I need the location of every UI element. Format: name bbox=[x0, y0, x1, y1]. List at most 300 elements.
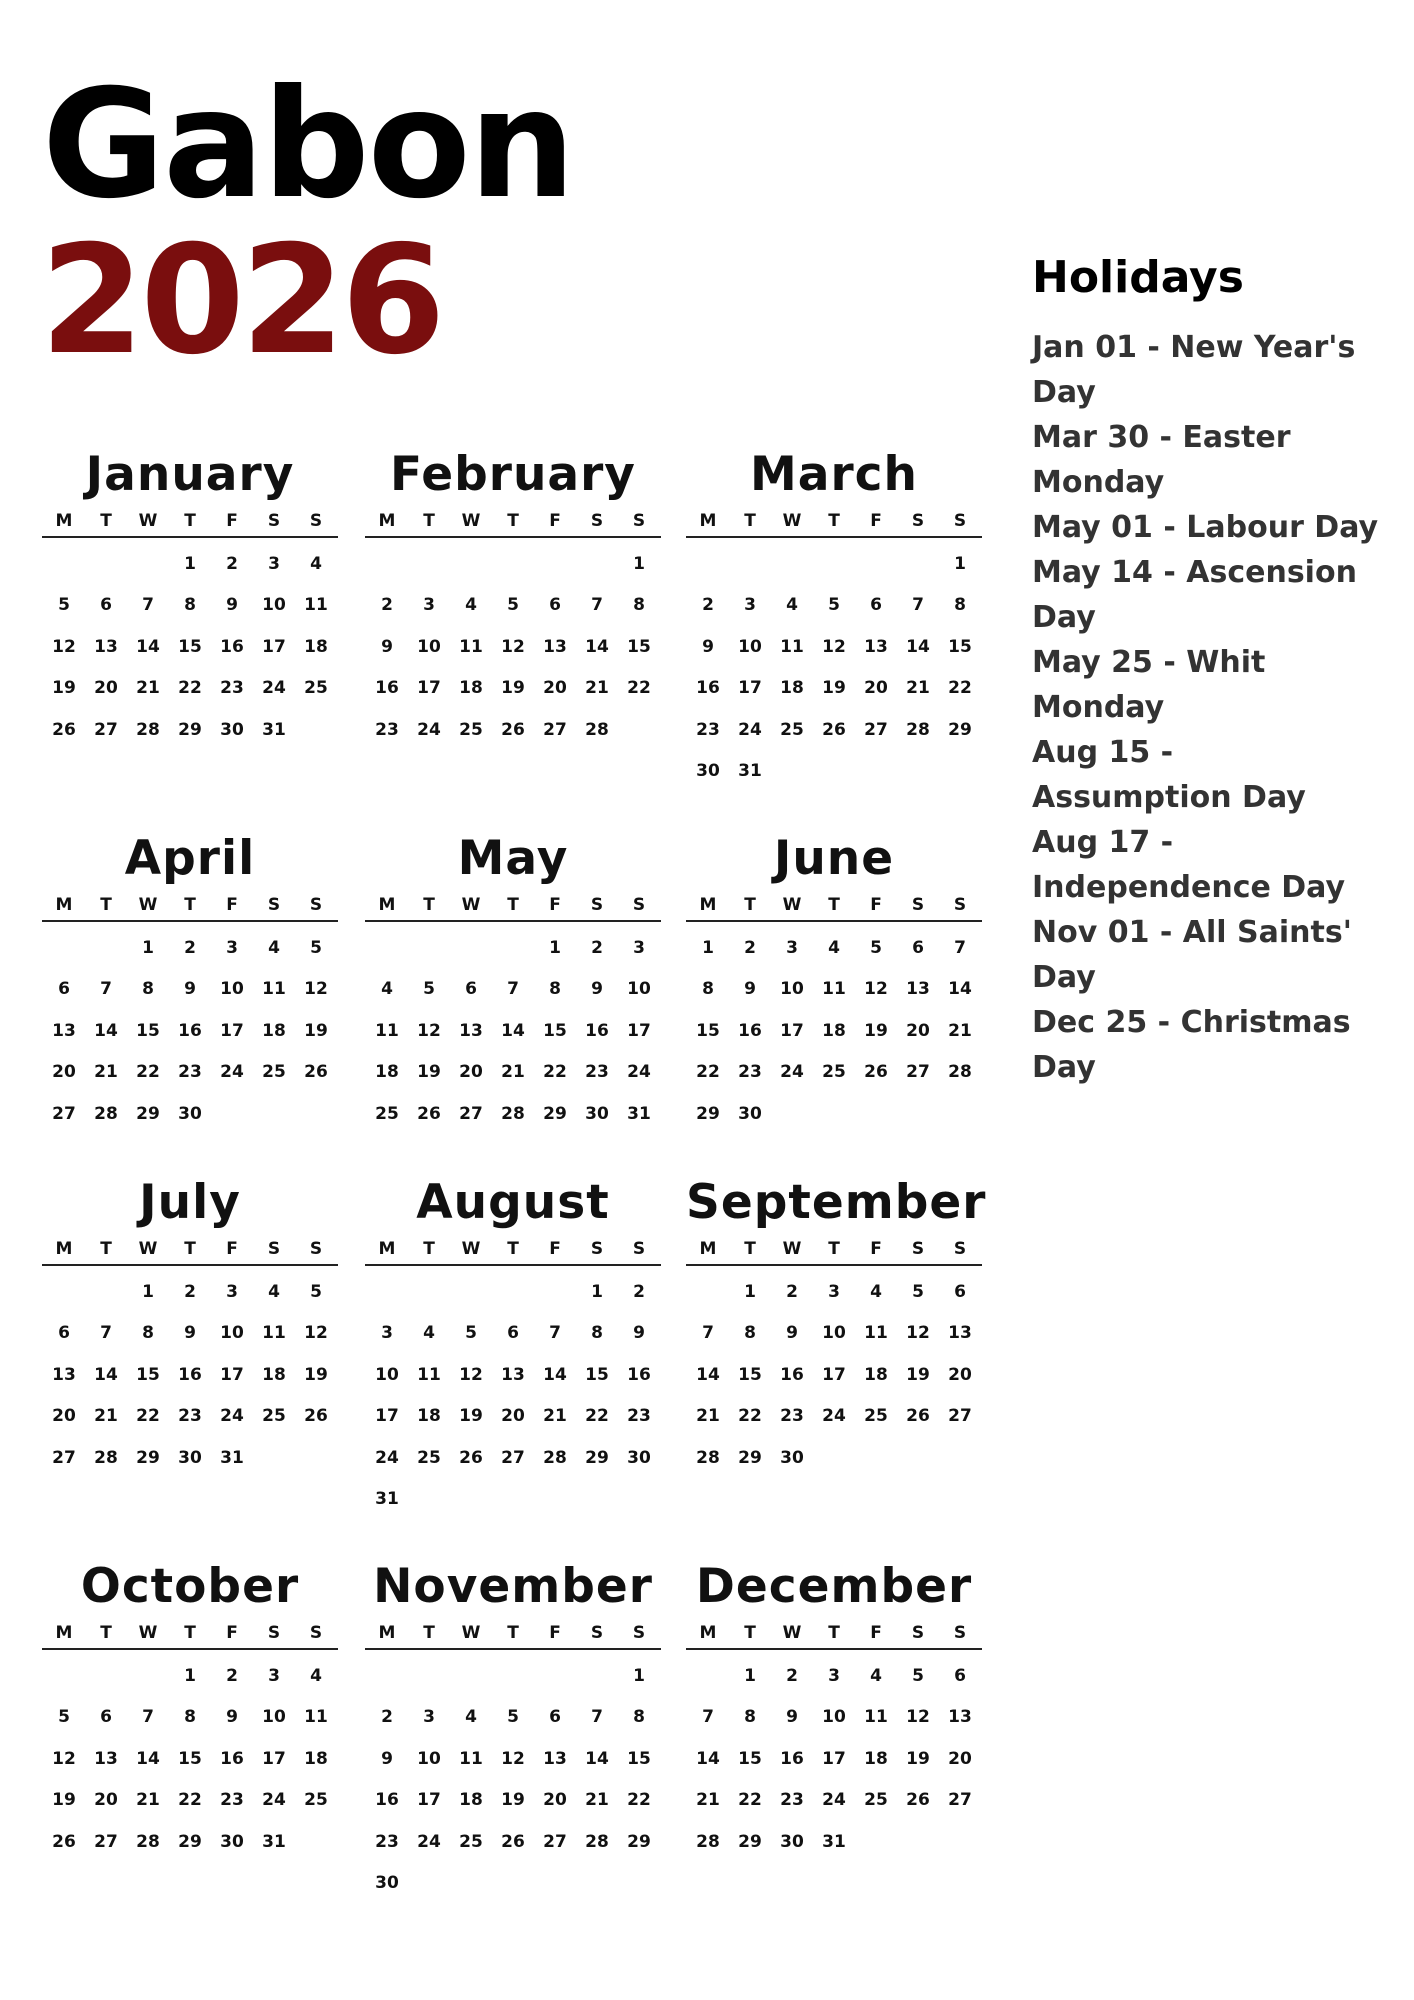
day-cell: 1 bbox=[744, 1666, 756, 1686]
day-cell: 22 bbox=[136, 1062, 160, 1083]
day-grid bbox=[42, 1650, 338, 1863]
weekday-label: M bbox=[378, 511, 396, 531]
day-cell: 28 bbox=[136, 1831, 160, 1852]
day-cell: 22 bbox=[136, 1406, 160, 1427]
weekday-header bbox=[686, 1238, 982, 1266]
day-cell: 10 bbox=[417, 1748, 441, 1769]
day-cell: 18 bbox=[375, 1062, 399, 1083]
day-cell: 2 bbox=[381, 595, 393, 616]
empty-cell bbox=[855, 544, 897, 585]
day-cell: 29 bbox=[543, 1103, 567, 1124]
day-cell: 23 bbox=[375, 719, 399, 740]
day-cell: 2 bbox=[381, 1707, 393, 1728]
day-cell: 13 bbox=[906, 979, 930, 1000]
empty-cell bbox=[366, 1272, 408, 1313]
month-january bbox=[42, 440, 338, 751]
day-cell: 16 bbox=[627, 1364, 651, 1385]
day-cell: 18 bbox=[822, 1020, 846, 1041]
weekday-label: M bbox=[55, 895, 73, 915]
day-cell: 31 bbox=[220, 1447, 244, 1468]
day-cell: 9 bbox=[744, 979, 756, 1000]
day-cell: 3 bbox=[828, 1666, 840, 1686]
holiday-item: Jan 01 - New Year's Day bbox=[1032, 330, 1356, 410]
day-cell: 16 bbox=[178, 1020, 202, 1041]
weekday-label: S bbox=[267, 1239, 281, 1259]
day-cell: 26 bbox=[459, 1447, 483, 1468]
day-grid bbox=[365, 922, 661, 1135]
day-cell: 28 bbox=[501, 1103, 525, 1124]
empty-cell bbox=[408, 928, 450, 969]
day-cell: 25 bbox=[262, 1062, 286, 1083]
weekday-label: F bbox=[549, 1239, 561, 1259]
day-cell: 22 bbox=[543, 1062, 567, 1083]
day-cell: 30 bbox=[738, 1103, 762, 1124]
day-cell: 10 bbox=[417, 636, 441, 657]
day-cell: 25 bbox=[262, 1406, 286, 1427]
empty-cell bbox=[897, 544, 939, 585]
day-cell: 30 bbox=[696, 760, 720, 781]
day-cell: 2 bbox=[591, 938, 603, 958]
day-cell: 16 bbox=[696, 678, 720, 699]
empty-cell bbox=[43, 1656, 85, 1697]
day-cell: 11 bbox=[780, 636, 804, 657]
day-cell: 24 bbox=[822, 1790, 846, 1811]
day-cell: 18 bbox=[262, 1020, 286, 1041]
day-cell: 13 bbox=[543, 1748, 567, 1769]
weekday-label: M bbox=[699, 1623, 717, 1643]
day-cell: 28 bbox=[948, 1062, 972, 1083]
weekday-label: M bbox=[699, 511, 717, 531]
weekday-label: T bbox=[744, 1239, 756, 1259]
day-cell: 2 bbox=[184, 938, 196, 958]
month-name: February bbox=[390, 447, 636, 502]
day-cell: 26 bbox=[304, 1062, 328, 1083]
day-cell: 5 bbox=[310, 938, 322, 958]
day-grid bbox=[365, 1266, 661, 1520]
day-cell: 11 bbox=[262, 979, 286, 1000]
weekday-label: W bbox=[782, 511, 802, 531]
day-cell: 6 bbox=[912, 938, 924, 958]
day-cell: 1 bbox=[633, 1666, 645, 1686]
day-cell: 13 bbox=[94, 1748, 118, 1769]
weekday-label: W bbox=[461, 895, 481, 915]
day-cell: 27 bbox=[52, 1103, 76, 1124]
day-cell: 2 bbox=[226, 1666, 238, 1686]
day-cell: 13 bbox=[52, 1020, 76, 1041]
day-cell: 27 bbox=[94, 1831, 118, 1852]
day-cell: 11 bbox=[864, 1707, 888, 1728]
day-cell: 16 bbox=[780, 1748, 804, 1769]
empty-cell bbox=[85, 544, 127, 585]
day-cell: 18 bbox=[304, 636, 328, 657]
country-title: Gabon bbox=[42, 58, 574, 232]
day-cell: 6 bbox=[870, 595, 882, 616]
day-cell: 19 bbox=[304, 1020, 328, 1041]
day-cell: 16 bbox=[220, 636, 244, 657]
day-cell: 29 bbox=[627, 1831, 651, 1852]
day-cell: 6 bbox=[954, 1282, 966, 1302]
weekday-label: F bbox=[870, 895, 882, 915]
day-cell: 24 bbox=[822, 1406, 846, 1427]
day-cell: 29 bbox=[738, 1831, 762, 1852]
holiday-item: Nov 01 - All Saints' Day bbox=[1032, 915, 1352, 995]
day-cell: 10 bbox=[627, 979, 651, 1000]
day-cell: 9 bbox=[786, 1323, 798, 1344]
month-february bbox=[365, 440, 661, 751]
day-cell: 22 bbox=[738, 1406, 762, 1427]
day-cell: 22 bbox=[738, 1790, 762, 1811]
day-cell: 12 bbox=[52, 636, 76, 657]
day-cell: 26 bbox=[822, 719, 846, 740]
day-cell: 26 bbox=[906, 1406, 930, 1427]
day-cell: 4 bbox=[268, 938, 280, 958]
day-cell: 9 bbox=[591, 979, 603, 1000]
day-cell: 6 bbox=[549, 1707, 561, 1728]
day-cell: 18 bbox=[417, 1406, 441, 1427]
day-cell: 20 bbox=[94, 678, 118, 699]
day-cell: 27 bbox=[52, 1447, 76, 1468]
weekday-label: F bbox=[226, 1239, 238, 1259]
day-cell: 23 bbox=[738, 1062, 762, 1083]
day-cell: 4 bbox=[310, 554, 322, 574]
weekday-label: T bbox=[828, 1239, 840, 1259]
day-cell: 19 bbox=[459, 1406, 483, 1427]
day-cell: 1 bbox=[744, 1282, 756, 1302]
day-cell: 4 bbox=[381, 979, 393, 1000]
month-may bbox=[365, 824, 661, 1135]
weekday-label: T bbox=[828, 895, 840, 915]
day-cell: 28 bbox=[585, 719, 609, 740]
day-cell: 17 bbox=[822, 1748, 846, 1769]
month-name: January bbox=[85, 447, 295, 502]
day-cell: 19 bbox=[304, 1364, 328, 1385]
month-name: March bbox=[750, 447, 918, 502]
day-cell: 26 bbox=[501, 719, 525, 740]
day-cell: 12 bbox=[52, 1748, 76, 1769]
day-cell: 23 bbox=[627, 1406, 651, 1427]
day-grid bbox=[686, 538, 982, 792]
empty-cell bbox=[127, 544, 169, 585]
weekday-label: T bbox=[423, 895, 435, 915]
day-cell: 2 bbox=[633, 1282, 645, 1302]
empty-cell bbox=[534, 544, 576, 585]
day-cell: 6 bbox=[549, 595, 561, 616]
day-cell: 11 bbox=[304, 1707, 328, 1728]
weekday-label: S bbox=[309, 511, 323, 531]
empty-cell bbox=[771, 544, 813, 585]
day-cell: 21 bbox=[501, 1062, 525, 1083]
day-cell: 8 bbox=[702, 979, 714, 1000]
day-cell: 10 bbox=[780, 979, 804, 1000]
weekday-label: F bbox=[549, 1623, 561, 1643]
weekday-label: S bbox=[911, 895, 925, 915]
empty-cell bbox=[687, 1656, 729, 1697]
day-cell: 5 bbox=[310, 1282, 322, 1302]
day-cell: 12 bbox=[906, 1707, 930, 1728]
weekday-label: S bbox=[911, 1239, 925, 1259]
day-cell: 12 bbox=[304, 979, 328, 1000]
weekday-label: F bbox=[226, 511, 238, 531]
day-cell: 17 bbox=[417, 1790, 441, 1811]
day-cell: 14 bbox=[136, 636, 160, 657]
day-cell: 9 bbox=[381, 1748, 393, 1769]
day-cell: 8 bbox=[744, 1707, 756, 1728]
weekday-label: M bbox=[55, 511, 73, 531]
day-cell: 5 bbox=[507, 595, 519, 616]
day-cell: 23 bbox=[780, 1406, 804, 1427]
month-october bbox=[42, 1552, 338, 1863]
weekday-label: T bbox=[507, 1623, 519, 1643]
weekday-label: W bbox=[461, 511, 481, 531]
day-cell: 13 bbox=[501, 1364, 525, 1385]
weekday-label: S bbox=[267, 511, 281, 531]
weekday-label: T bbox=[828, 1623, 840, 1643]
day-cell: 1 bbox=[591, 1282, 603, 1302]
day-cell: 1 bbox=[702, 938, 714, 958]
day-cell: 13 bbox=[948, 1707, 972, 1728]
weekday-label: S bbox=[953, 511, 967, 531]
weekday-label: F bbox=[226, 895, 238, 915]
day-cell: 27 bbox=[948, 1406, 972, 1427]
day-cell: 22 bbox=[627, 678, 651, 699]
day-cell: 27 bbox=[864, 719, 888, 740]
day-grid bbox=[42, 538, 338, 751]
day-cell: 31 bbox=[262, 1831, 286, 1852]
day-cell: 5 bbox=[58, 1707, 70, 1728]
day-cell: 20 bbox=[906, 1020, 930, 1041]
empty-cell bbox=[534, 1272, 576, 1313]
day-cell: 4 bbox=[310, 1666, 322, 1686]
weekday-label: F bbox=[870, 511, 882, 531]
day-cell: 9 bbox=[184, 979, 196, 1000]
weekday-label: T bbox=[423, 1623, 435, 1643]
day-cell: 28 bbox=[136, 719, 160, 740]
empty-cell bbox=[450, 544, 492, 585]
weekday-label: S bbox=[590, 1623, 604, 1643]
empty-cell bbox=[450, 1272, 492, 1313]
day-cell: 3 bbox=[226, 938, 238, 958]
day-cell: 12 bbox=[501, 636, 525, 657]
day-cell: 12 bbox=[417, 1020, 441, 1041]
day-cell: 24 bbox=[220, 1062, 244, 1083]
day-cell: 1 bbox=[549, 938, 561, 958]
weekday-header bbox=[686, 1622, 982, 1650]
day-cell: 6 bbox=[100, 595, 112, 616]
day-grid bbox=[686, 1650, 982, 1863]
day-cell: 11 bbox=[864, 1323, 888, 1344]
day-grid bbox=[686, 922, 982, 1135]
day-cell: 12 bbox=[864, 979, 888, 1000]
day-cell: 27 bbox=[543, 1831, 567, 1852]
day-cell: 6 bbox=[100, 1707, 112, 1728]
day-cell: 31 bbox=[627, 1103, 651, 1124]
holidays-title: Holidays bbox=[1032, 252, 1244, 303]
weekday-label: F bbox=[870, 1623, 882, 1643]
day-cell: 15 bbox=[738, 1748, 762, 1769]
day-cell: 21 bbox=[948, 1020, 972, 1041]
weekday-label: T bbox=[184, 511, 196, 531]
weekday-label: S bbox=[267, 895, 281, 915]
weekday-label: S bbox=[309, 1623, 323, 1643]
day-cell: 3 bbox=[744, 595, 756, 616]
empty-cell bbox=[408, 1272, 450, 1313]
day-cell: 20 bbox=[948, 1748, 972, 1769]
day-cell: 2 bbox=[702, 595, 714, 616]
day-cell: 29 bbox=[178, 1831, 202, 1852]
day-cell: 3 bbox=[828, 1282, 840, 1302]
day-cell: 16 bbox=[738, 1020, 762, 1041]
weekday-label: T bbox=[744, 511, 756, 531]
empty-cell bbox=[127, 1656, 169, 1697]
weekday-label: S bbox=[632, 895, 646, 915]
day-cell: 2 bbox=[226, 554, 238, 574]
day-grid bbox=[42, 1266, 338, 1479]
weekday-header bbox=[365, 1622, 661, 1650]
day-cell: 4 bbox=[870, 1666, 882, 1686]
day-cell: 2 bbox=[744, 938, 756, 958]
day-cell: 24 bbox=[220, 1406, 244, 1427]
day-cell: 27 bbox=[94, 719, 118, 740]
weekday-header bbox=[42, 1238, 338, 1266]
day-cell: 28 bbox=[696, 1831, 720, 1852]
day-cell: 29 bbox=[948, 719, 972, 740]
day-cell: 21 bbox=[136, 1790, 160, 1811]
day-cell: 29 bbox=[585, 1447, 609, 1468]
day-cell: 19 bbox=[501, 1790, 525, 1811]
year-title: 2026 bbox=[40, 214, 442, 388]
day-cell: 23 bbox=[220, 1790, 244, 1811]
day-cell: 21 bbox=[136, 678, 160, 699]
day-cell: 17 bbox=[220, 1020, 244, 1041]
day-cell: 13 bbox=[94, 636, 118, 657]
empty-cell bbox=[85, 928, 127, 969]
weekday-label: S bbox=[267, 1623, 281, 1643]
day-cell: 30 bbox=[375, 1872, 399, 1893]
day-cell: 20 bbox=[459, 1062, 483, 1083]
day-cell: 3 bbox=[633, 938, 645, 958]
day-cell: 17 bbox=[738, 678, 762, 699]
day-cell: 20 bbox=[52, 1062, 76, 1083]
day-cell: 18 bbox=[864, 1364, 888, 1385]
weekday-label: T bbox=[100, 1239, 112, 1259]
weekday-label: F bbox=[870, 1239, 882, 1259]
day-cell: 21 bbox=[543, 1406, 567, 1427]
weekday-header bbox=[365, 894, 661, 922]
day-cell: 25 bbox=[304, 1790, 328, 1811]
day-cell: 30 bbox=[220, 719, 244, 740]
day-cell: 3 bbox=[268, 1666, 280, 1686]
weekday-label: W bbox=[782, 895, 802, 915]
day-cell: 13 bbox=[864, 636, 888, 657]
day-cell: 1 bbox=[184, 1666, 196, 1686]
day-cell: 10 bbox=[822, 1323, 846, 1344]
weekday-label: M bbox=[378, 895, 396, 915]
weekday-label: M bbox=[55, 1623, 73, 1643]
empty-cell bbox=[43, 544, 85, 585]
day-cell: 15 bbox=[696, 1020, 720, 1041]
day-cell: 14 bbox=[906, 636, 930, 657]
day-cell: 7 bbox=[954, 938, 966, 958]
day-cell: 9 bbox=[381, 636, 393, 657]
empty-cell bbox=[366, 928, 408, 969]
month-name: August bbox=[416, 1175, 610, 1230]
empty-cell bbox=[687, 1272, 729, 1313]
holiday-item: Mar 30 - Easter Monday bbox=[1032, 420, 1291, 500]
empty-cell bbox=[366, 544, 408, 585]
day-cell: 4 bbox=[423, 1323, 435, 1344]
day-cell: 1 bbox=[633, 554, 645, 574]
weekday-label: M bbox=[55, 1239, 73, 1259]
day-cell: 6 bbox=[954, 1666, 966, 1686]
day-cell: 21 bbox=[585, 678, 609, 699]
month-september bbox=[686, 1168, 987, 1479]
day-cell: 8 bbox=[954, 595, 966, 616]
day-cell: 31 bbox=[822, 1831, 846, 1852]
day-cell: 14 bbox=[543, 1364, 567, 1385]
day-cell: 7 bbox=[912, 595, 924, 616]
day-cell: 4 bbox=[828, 938, 840, 958]
day-cell: 15 bbox=[585, 1364, 609, 1385]
weekday-label: W bbox=[461, 1623, 481, 1643]
day-cell: 11 bbox=[459, 636, 483, 657]
day-cell: 18 bbox=[459, 678, 483, 699]
weekday-label: S bbox=[911, 511, 925, 531]
day-cell: 23 bbox=[178, 1406, 202, 1427]
day-cell: 19 bbox=[864, 1020, 888, 1041]
day-cell: 20 bbox=[543, 1790, 567, 1811]
weekday-label: T bbox=[423, 511, 435, 531]
weekday-header bbox=[42, 894, 338, 922]
day-cell: 23 bbox=[585, 1062, 609, 1083]
day-cell: 18 bbox=[262, 1364, 286, 1385]
weekday-label: F bbox=[549, 895, 561, 915]
day-cell: 4 bbox=[786, 595, 798, 616]
month-august bbox=[365, 1168, 661, 1520]
day-cell: 29 bbox=[136, 1103, 160, 1124]
day-cell: 14 bbox=[585, 636, 609, 657]
day-cell: 30 bbox=[780, 1831, 804, 1852]
holiday-item: Aug 15 - Assumption Day bbox=[1032, 735, 1306, 815]
empty-cell bbox=[450, 928, 492, 969]
day-grid bbox=[686, 1266, 982, 1479]
day-cell: 22 bbox=[696, 1062, 720, 1083]
day-cell: 20 bbox=[864, 678, 888, 699]
weekday-label: W bbox=[782, 1623, 802, 1643]
day-cell: 16 bbox=[178, 1364, 202, 1385]
empty-cell bbox=[687, 544, 729, 585]
day-cell: 30 bbox=[780, 1447, 804, 1468]
holiday-item: May 14 - Ascension Day bbox=[1032, 555, 1357, 635]
weekday-label: T bbox=[100, 511, 112, 531]
day-cell: 5 bbox=[828, 595, 840, 616]
day-cell: 14 bbox=[94, 1364, 118, 1385]
day-cell: 17 bbox=[262, 1748, 286, 1769]
day-cell: 21 bbox=[906, 678, 930, 699]
day-cell: 19 bbox=[52, 1790, 76, 1811]
weekday-label: S bbox=[632, 511, 646, 531]
day-cell: 31 bbox=[375, 1488, 399, 1509]
day-cell: 10 bbox=[220, 1323, 244, 1344]
day-cell: 7 bbox=[100, 1323, 112, 1344]
day-cell: 22 bbox=[585, 1406, 609, 1427]
day-cell: 16 bbox=[220, 1748, 244, 1769]
weekday-label: W bbox=[138, 1623, 158, 1643]
day-cell: 26 bbox=[906, 1790, 930, 1811]
weekday-label: S bbox=[590, 1239, 604, 1259]
day-cell: 27 bbox=[906, 1062, 930, 1083]
month-name: December bbox=[695, 1559, 973, 1614]
day-cell: 8 bbox=[142, 1323, 154, 1344]
